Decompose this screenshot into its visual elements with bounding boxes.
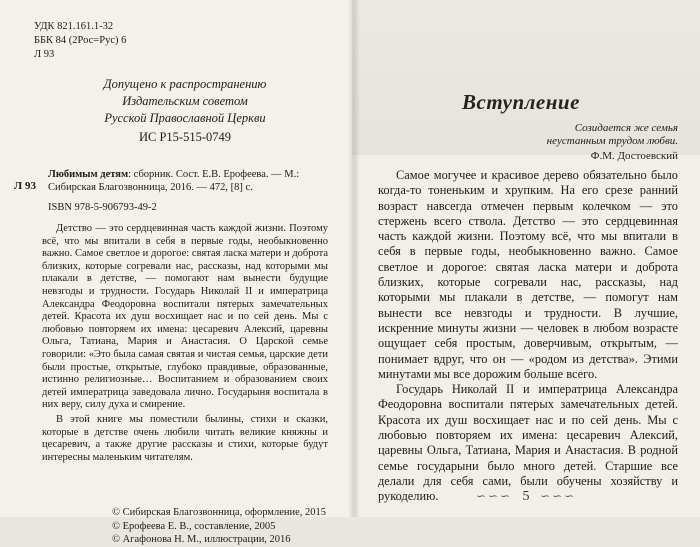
epigraph-line: неустанным трудом любви. [546,134,678,147]
body-paragraph: Государь Николай II и императрица Александра Феодоровна воспитали пятерых замечательных детей. Красота их душ восхищает нас и по сей день. Мы с любовью повторяем их имена: цесаревич Алексий, царевны Ольга, Татиана, Мария и Анастасия. В родной семье государыни было много детей. Старшие все делали для себя сами, были обучены хозяйству и рукоделию. [378,382,678,504]
copyright-line: © Ерофеева Е. В., составление, 2005 [112,520,276,532]
approval-line: Русской Православной Церкви [104,111,266,125]
bibliographic-record [14,168,328,194]
book-gutter [348,0,360,517]
biblio-description: : сборник. Сост. Е.В. Ерофеева. — М.: Сибирская Благозвонница, 2016. — 472, [8] с. [48,169,300,193]
epigraph-line: Созидается же семья [574,122,678,134]
ornament-left: ∽∽∽ [475,489,512,503]
page-number: 5 [522,489,530,504]
udk-code: УДК 821.161.1-32 [34,21,114,32]
body-paragraph: Самое могучее и красивое дерево обязательно было когда-то тоненьким и хрупким. На его срезе ранний возраст навсегда отмечен первым колечком — это стержень всего ствола. Детство — это сердцевинная часть каждой жизни. Поэтому всё, что мы впитали в себя в первые годы, необыкновенно важно. Самое светлое и дорогое: святая ласка матери и доброта близких, которые согревали нас, рассказы, над которыми мы плакали в детстве, — помогут нам вынести все невзгоды и трудности. В лучшие, искренние минуты жизни — человек в любом возрасте ощущает себя простым, доверчивым, открытым, — понимает вдруг, что он — «родом из детства». Этими минутами мы все дорожим больше всего. [378,168,678,381]
author-mark: Л 93 [34,49,55,60]
approval-line: Допущено к распространению [103,77,267,91]
approval-line: Издательским советом [122,94,248,108]
book-title: Любимым детям [48,169,129,180]
isbn: ISBN 978-5-906793-49-2 [48,202,157,213]
epigraph [547,122,678,163]
right-page [352,0,700,517]
copyright-line: © Агафонова Н. М., иллюстрации, 2016 [112,534,291,546]
chapter-body [378,168,678,505]
church-approval [42,76,328,146]
bbk-code: ББК 84 (2Рос=Рус) 6 [34,35,127,46]
annotation [42,223,328,464]
isr-number: ИС Р15-515-0749 [138,130,232,144]
page-footer [352,489,700,505]
catalog-codes [34,20,328,62]
catalog-code: Л 93 [14,180,36,192]
chapter-heading: Вступление [462,90,580,114]
annotation-paragraph: Детство — это сердцевинная часть каждой жизни. Поэтому всё, что мы впитали в себя в первые годы, необыкновенно важно. Самое светлое и дорогое: святая ласка матери и доброта близких, которые согревали нас, рассказы, над которыми мы плакали в детстве, — помогают нам вынести будущие невзгоды и трудности. Государь Николай II и императрица Александра Феодоровна воспитали пятерых замечательных детей. Красота их душ восхищает нас и по сей день. Мы с любовью повторяем их имена: цесаревич Алексий, царевны Ольга, Татиана, Мария и Анастасия. О Царской семье говорили: «Это была самая святая и чистая семья, царские дети были простые, открытые, глубоко правдивые, образованные, истинно религиозные… Воспитанием и образованием своих детей императрица заведовала лично. Государыня воспитала в них веру, силу духа и смирение. [42,223,328,411]
copyright-block [42,506,328,547]
epigraph-author: Ф.М. Достоевский [590,150,678,162]
ornament-right: ∽∽∽ [540,489,577,503]
header-band [352,0,700,162]
annotation-paragraph: В этой книге мы поместили былины, стихи и сказки, которые в детстве очень любили читать великие княжны и цесаревич, а также другие рассказы и стихи, которые будут интересны маленьким читателям. [42,413,328,463]
copyright-line: © Сибирская Благозвонница, оформление, 2015 [112,507,326,519]
